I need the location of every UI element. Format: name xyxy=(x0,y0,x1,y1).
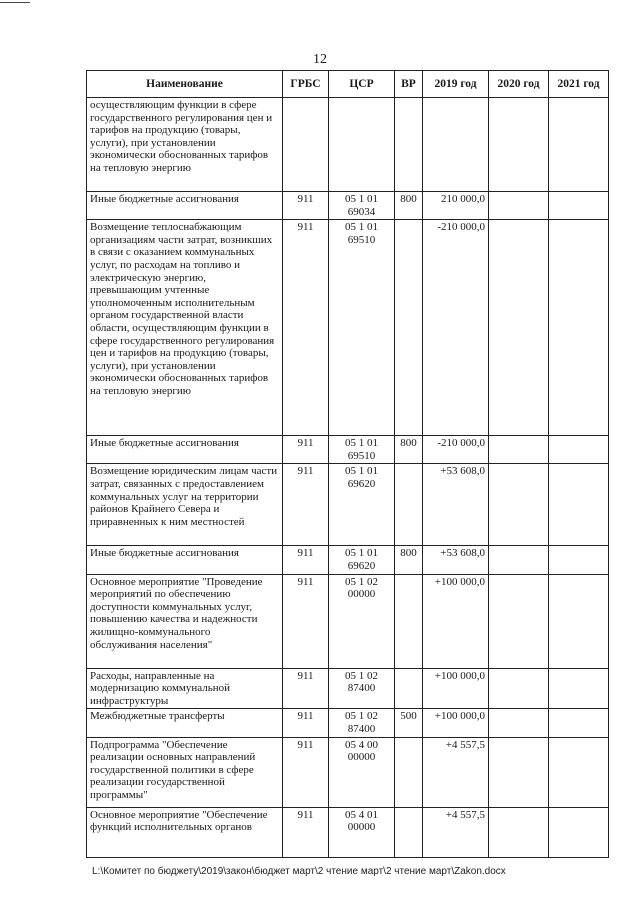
cell-name: Основное мероприятие "Обеспечение функций исполнительных органов xyxy=(87,807,283,857)
cell-csr: 05 1 01 69510 xyxy=(329,220,395,436)
cell-2019: +53 608,0 xyxy=(423,546,489,574)
cell-2019: -210 000,0 xyxy=(423,436,489,464)
cell-csr: 05 1 02 87400 xyxy=(329,709,395,737)
cell-grbs: 911 xyxy=(283,546,329,574)
cell-name: Возмещение теплоснабжающим организациям части затрат, возникших в связи с оказанием коммунальных услуг, по расходам на топливо и электрическую энергию, превышающим учтенные уполномоченным исполнительным органом государственной власти области, осуществляющим функции в сфере государственного регулирования цен и тарифов на продукцию (товары, услуги), при установлении экономически обоснованных тарифов на тепловую энергию xyxy=(87,220,283,436)
cell-name: Иные бюджетные ассигнования xyxy=(87,546,283,574)
cell-2020 xyxy=(489,574,549,668)
budget-table xyxy=(86,70,609,858)
cell-csr: 05 1 01 69620 xyxy=(329,464,395,546)
scan-mark xyxy=(0,2,30,3)
cell-grbs: 911 xyxy=(283,436,329,464)
cell-grbs: 911 xyxy=(283,220,329,436)
cell-vr: 800 xyxy=(395,546,423,574)
cell-2020 xyxy=(489,464,549,546)
cell-vr xyxy=(395,464,423,546)
cell-2021 xyxy=(549,436,609,464)
cell-name: осуществляющим функции в сфере государственного регулирования цен и тарифов на продукцию (товары, услуги), при установлении экономически обоснованных тарифов на тепловую энергию xyxy=(87,98,283,192)
cell-name: Межбюджетные трансферты xyxy=(87,709,283,737)
column-header-csr: ЦСР xyxy=(329,71,395,98)
column-header-2021: 2021 год xyxy=(549,71,609,98)
table-row xyxy=(87,574,609,668)
cell-csr: 05 1 01 69510 xyxy=(329,436,395,464)
cell-grbs: 911 xyxy=(283,668,329,709)
cell-name: Расходы, направленные на модернизацию коммунальной инфраструктуры xyxy=(87,668,283,709)
cell-csr: 05 4 00 00000 xyxy=(329,737,395,807)
cell-2021 xyxy=(549,220,609,436)
table-row xyxy=(87,98,609,192)
cell-2021 xyxy=(549,464,609,546)
column-header-grbs: ГРБС xyxy=(283,71,329,98)
cell-vr xyxy=(395,98,423,192)
cell-grbs: 911 xyxy=(283,192,329,220)
column-header-2019: 2019 год xyxy=(423,71,489,98)
cell-csr xyxy=(329,98,395,192)
cell-vr xyxy=(395,668,423,709)
column-header-name: Наименование xyxy=(87,71,283,98)
cell-vr: 500 xyxy=(395,709,423,737)
table-row xyxy=(87,737,609,807)
cell-2020 xyxy=(489,220,549,436)
cell-vr xyxy=(395,574,423,668)
cell-2019: +4 557,5 xyxy=(423,737,489,807)
cell-2021 xyxy=(549,807,609,857)
page-number: 12 xyxy=(313,52,327,67)
cell-2019: +4 557,5 xyxy=(423,807,489,857)
cell-grbs: 911 xyxy=(283,737,329,807)
cell-2020 xyxy=(489,192,549,220)
cell-2021 xyxy=(549,546,609,574)
cell-2020 xyxy=(489,737,549,807)
cell-grbs: 911 xyxy=(283,574,329,668)
table-row xyxy=(87,464,609,546)
cell-csr: 05 1 01 69620 xyxy=(329,546,395,574)
cell-2021 xyxy=(549,574,609,668)
cell-name: Возмещение юридическим лицам части затрат, связанных с предоставлением коммунальных услуг на территории районов Крайнего Севера и приравненных к ним местностей xyxy=(87,464,283,546)
table-header-row xyxy=(87,71,609,98)
table-row xyxy=(87,436,609,464)
cell-2021 xyxy=(549,709,609,737)
table-row xyxy=(87,220,609,436)
file-path-footer: L:\Комитет по бюджету\2019\закон\бюджет март\2 чтение март\2 чтение март\Zakon.docx xyxy=(92,866,506,877)
cell-csr: 05 4 01 00000 xyxy=(329,807,395,857)
cell-grbs: 911 xyxy=(283,807,329,857)
column-header-2020: 2020 год xyxy=(489,71,549,98)
cell-vr xyxy=(395,220,423,436)
cell-2020 xyxy=(489,668,549,709)
table-row xyxy=(87,709,609,737)
cell-2021 xyxy=(549,192,609,220)
cell-2020 xyxy=(489,436,549,464)
cell-2021 xyxy=(549,737,609,807)
cell-grbs: 911 xyxy=(283,464,329,546)
cell-name: Иные бюджетные ассигнования xyxy=(87,436,283,464)
cell-2020 xyxy=(489,98,549,192)
column-header-vr: ВР xyxy=(395,71,423,98)
cell-2019: 210 000,0 xyxy=(423,192,489,220)
cell-vr: 800 xyxy=(395,436,423,464)
cell-2020 xyxy=(489,709,549,737)
table-row xyxy=(87,546,609,574)
cell-2020 xyxy=(489,807,549,857)
cell-2019: +100 000,0 xyxy=(423,574,489,668)
cell-name: Иные бюджетные ассигнования xyxy=(87,192,283,220)
cell-2021 xyxy=(549,98,609,192)
table-row xyxy=(87,192,609,220)
table-row xyxy=(87,807,609,857)
cell-vr xyxy=(395,737,423,807)
cell-2021 xyxy=(549,668,609,709)
cell-2019: -210 000,0 xyxy=(423,220,489,436)
cell-name: Подпрограмма "Обеспечение реализации основных направлений государственной политики в сфере реализации государственной программы" xyxy=(87,737,283,807)
cell-csr: 05 1 02 00000 xyxy=(329,574,395,668)
cell-vr xyxy=(395,807,423,857)
cell-csr: 05 1 02 87400 xyxy=(329,668,395,709)
cell-2019: +100 000,0 xyxy=(423,668,489,709)
table-row xyxy=(87,668,609,709)
cell-2019: +100 000,0 xyxy=(423,709,489,737)
cell-2020 xyxy=(489,546,549,574)
cell-csr: 05 1 01 69034 xyxy=(329,192,395,220)
cell-grbs: 911 xyxy=(283,709,329,737)
cell-name: Основное мероприятие "Проведение мероприятий по обеспечению доступности коммунальных услуг, повышению качества и надежности жилищно-коммунального обслуживания населения" xyxy=(87,574,283,668)
cell-grbs xyxy=(283,98,329,192)
cell-2019: +53 608,0 xyxy=(423,464,489,546)
cell-2019 xyxy=(423,98,489,192)
cell-vr: 800 xyxy=(395,192,423,220)
